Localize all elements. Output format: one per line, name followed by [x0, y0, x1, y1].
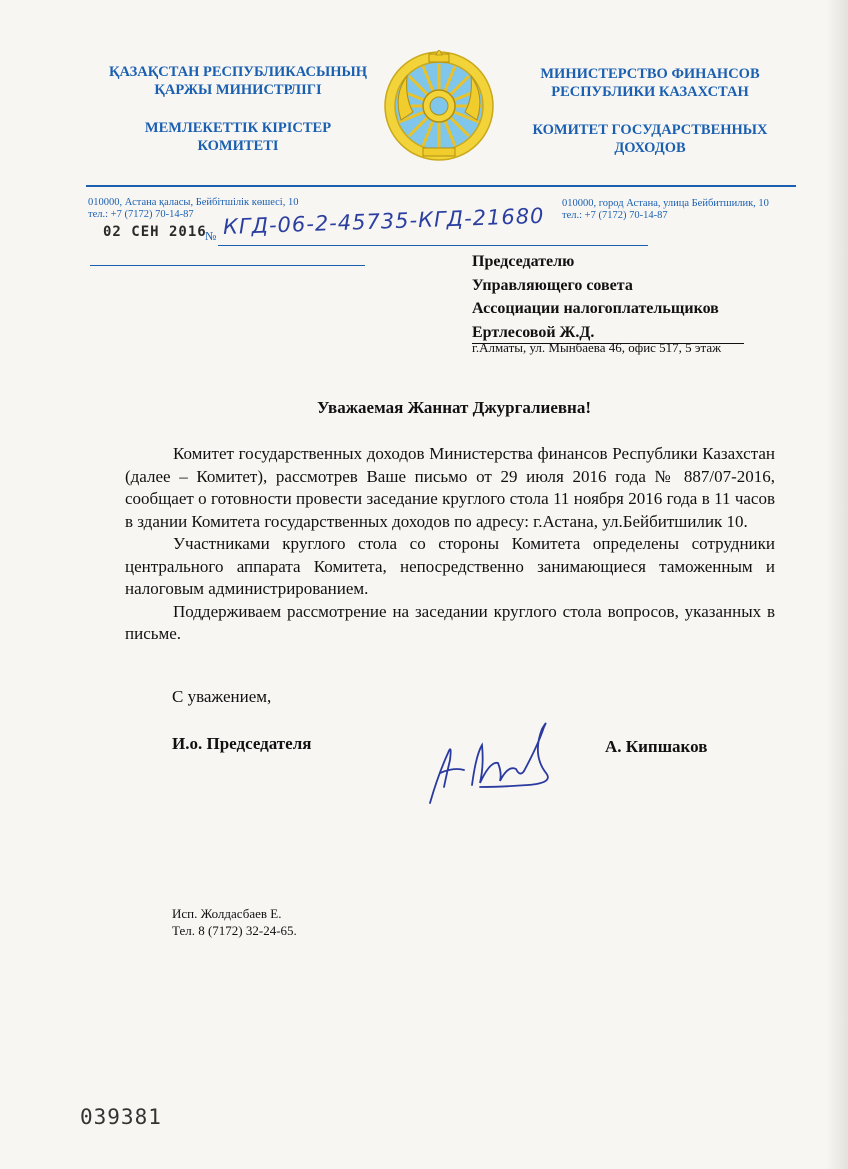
closing-regards: С уважением,: [172, 687, 272, 706]
recipient-line-1: Председателю: [472, 253, 575, 270]
outgoing-reference-number: КГД-06-2-45735-КГД-21680: [222, 203, 545, 239]
scan-edge-shadow: [826, 0, 848, 1169]
header-rule: [86, 185, 796, 187]
header-ru-committee-line-2: ДОХОДОВ: [614, 140, 686, 156]
executor-name: Исп. Жолдасбаев Е.: [172, 906, 282, 921]
salutation: [0, 398, 848, 418]
serial-number: 039381: [80, 1105, 162, 1129]
address-ru-line: 010000, город Астана, улица Бейбитшилик, 10: [562, 198, 769, 209]
header-ru-ministry: [500, 65, 800, 101]
body-paragraph-2: Участниками круглого стола со стороны Комитета определены сотрудники центрального аппарата Комитета, непосредственно занимающиеся таможенным и налоговым администрированием.: [125, 534, 775, 598]
signer-name: А. Кипшаков: [605, 737, 708, 756]
address-kz-phone: тел.: +7 (7172) 70-14-87: [88, 209, 194, 220]
salutation-text: Уважаемая Жаннат Джургалиевна!: [316, 398, 592, 417]
recipient-name: Ертлесовой Ж.Д.: [472, 323, 744, 344]
incoming-ref-line: [90, 265, 365, 266]
number-sign: №: [205, 229, 217, 243]
header-kz-ministry-line-2: ҚАРЖЫ МИНИСТРЛІГІ: [154, 82, 322, 98]
letter-body: [125, 443, 775, 646]
header-ru-ministry-line-2: РЕСПУБЛИКИ КАЗАХСТАН: [551, 84, 749, 100]
header-ru-committee: [500, 121, 800, 157]
header-ru-ministry-line-1: МИНИСТЕРСТВО ФИНАНСОВ: [540, 66, 760, 82]
recipient-address: г.Алматы, ул. Мынбаева 46, офис 517, 5 этаж: [472, 340, 722, 355]
body-paragraph-1: Комитет государственных доходов Министерства финансов Республики Казахстан (далее – Комитет), рассмотрев Ваше письмо от 29 июля 2016 года № 887/07-2016, сообщает о готовности провести заседание круглого стола 11 ноября 2016 года в 11 часов в здании Комитета государственных доходов по адресу: г.Астана, ул.Бейбитшилик 10.: [125, 444, 775, 531]
header-kz-committee-line-1: МЕМЛЕКЕТТІК КІРІСТЕР: [144, 120, 332, 136]
executor-phone: Тел. 8 (7172) 32-24-65.: [172, 923, 297, 938]
outgoing-date-stamp: 02 СЕН 2016: [103, 224, 207, 240]
signer-position: И.о. Председателя: [172, 734, 312, 753]
header-kz-committee: [78, 119, 398, 155]
recipient-line-3: Ассоциации налогоплательщиков: [472, 300, 719, 317]
executor-block: [172, 905, 297, 939]
state-emblem-icon: [383, 50, 495, 162]
handwritten-signature: [420, 715, 560, 810]
address-kz-line: 010000, Астана қаласы, Бейбітшілік көшесі, 10: [88, 197, 299, 208]
header-ru-committee-line-1: КОМИТЕТ ГОСУДАРСТВЕННЫХ: [532, 122, 768, 138]
address-ru: [562, 198, 769, 222]
address-ru-phone: тел.: +7 (7172) 70-14-87: [562, 210, 668, 221]
recipient-block: [472, 250, 744, 344]
header-kz-ministry-line-1: ҚАЗАҚСТАН РЕСПУБЛИКАСЫНЫҢ: [108, 64, 368, 80]
header-kz-ministry: [78, 63, 398, 99]
reference-underline: [218, 245, 648, 246]
recipient-line-2: Управляющего совета: [472, 276, 633, 294]
body-paragraph-3: Поддерживаем рассмотрение на заседании круглого стола вопросов, указанных в письме.: [125, 601, 775, 643]
header-kz-committee-line-2: КОМИТЕТІ: [197, 138, 279, 154]
